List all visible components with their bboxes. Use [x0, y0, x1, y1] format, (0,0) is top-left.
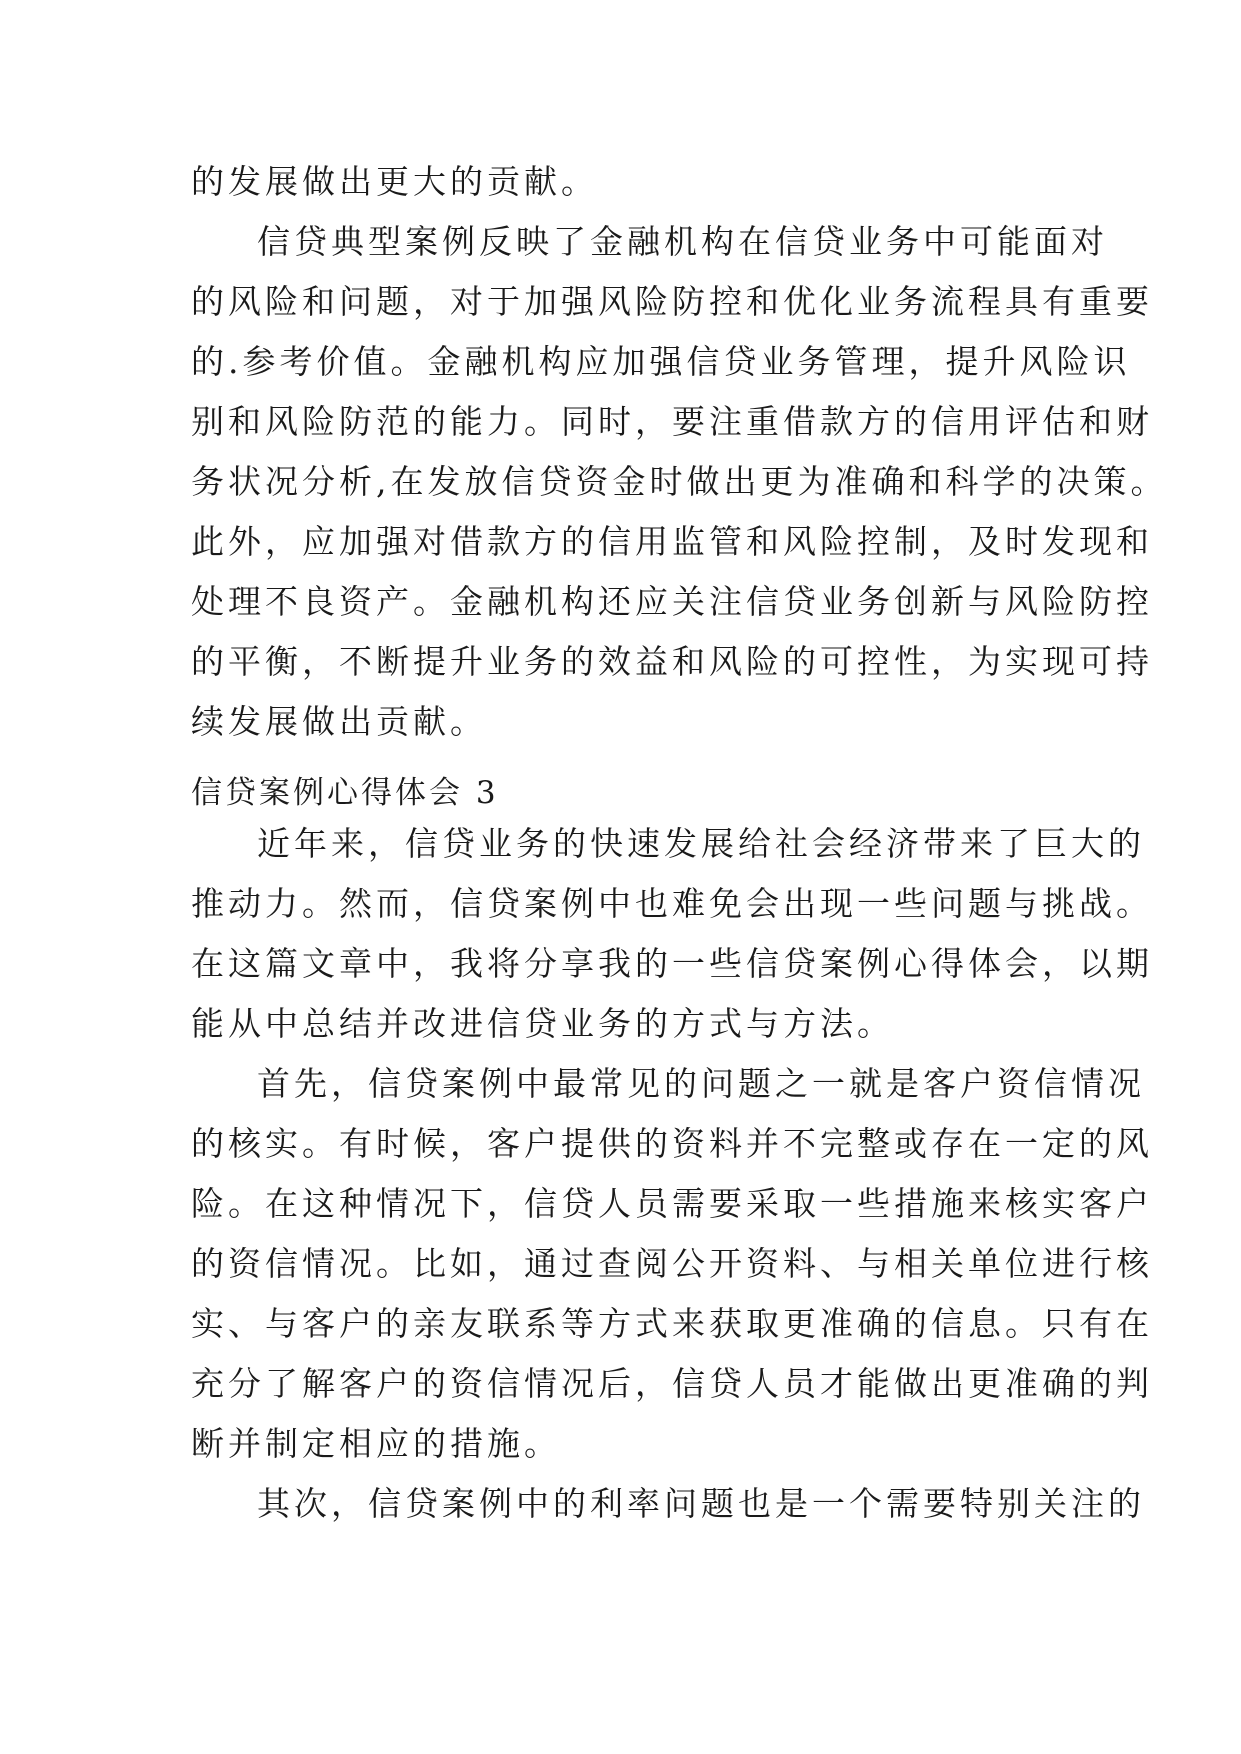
text-line: 能从中总结并改进信贷业务的方式与方法。 — [191, 1004, 894, 1043]
text-line: 充分了解客户的资信情况后，信贷人员才能做出更准确的判 — [191, 1364, 1153, 1403]
paragraph-interest-rate — [191, 1474, 1145, 1534]
paragraph-intro — [191, 814, 1153, 1054]
text-line: 的核实。有时候，客户提供的资料并不完整或存在一定的风 — [191, 1124, 1153, 1163]
text-line: 的.参考价值。金融机构应加强信贷业务管理，提升风险识 — [191, 342, 1131, 381]
text-line: 首先，信贷案例中最常见的问题之一就是客户资信情况 — [257, 1064, 1145, 1103]
text-line: 续发展做出贡献。 — [191, 702, 487, 741]
text-line: 险。在这种情况下，信贷人员需要采取一些措施来核实客户 — [191, 1184, 1153, 1223]
text-line: 的发展做出更大的贡献。 — [191, 162, 598, 201]
section-heading: 信贷案例心得体会 3 — [191, 775, 499, 811]
text-line: 处理不良资产。金融机构还应关注信贷业务创新与风险防控 — [191, 582, 1153, 621]
text-line: 其次，信贷案例中的利率问题也是一个需要特别关注的 — [257, 1484, 1145, 1523]
text-line: 信贷典型案例反映了金融机构在信贷业务中可能面对 — [257, 222, 1108, 261]
text-line: 近年来，信贷业务的快速发展给社会经济带来了巨大的 — [257, 824, 1145, 863]
text-line: 务状况分析,在发放信贷资金时做出更为准确和科学的决策。 — [191, 462, 1168, 501]
text-line: 别和风险防范的能力。同时，要注重借款方的信用评估和财 — [191, 402, 1153, 441]
text-line: 推动力。然而，信贷案例中也难免会出现一些问题与挑战。 — [191, 884, 1153, 923]
text-line: 实、与客户的亲友联系等方式来获取更准确的信息。只有在 — [191, 1304, 1153, 1343]
text-line: 此外，应加强对借款方的信用监管和风险控制，及时发现和 — [191, 522, 1153, 561]
paragraph-risk-summary — [191, 212, 1168, 752]
text-line: 的资信情况。比如，通过查阅公开资料、与相关单位进行核 — [191, 1244, 1153, 1283]
paragraph-continuation — [191, 152, 1051, 212]
text-line: 断并制定相应的措施。 — [191, 1424, 561, 1463]
paragraph-credit-check — [191, 1054, 1153, 1474]
text-line: 的风险和问题，对于加强风险防控和优化业务流程具有重要 — [191, 282, 1153, 321]
text-line: 在这篇文章中，我将分享我的一些信贷案例心得体会，以期 — [191, 944, 1153, 983]
text-line: 的平衡，不断提升业务的效益和风险的可控性，为实现可持 — [191, 642, 1153, 681]
